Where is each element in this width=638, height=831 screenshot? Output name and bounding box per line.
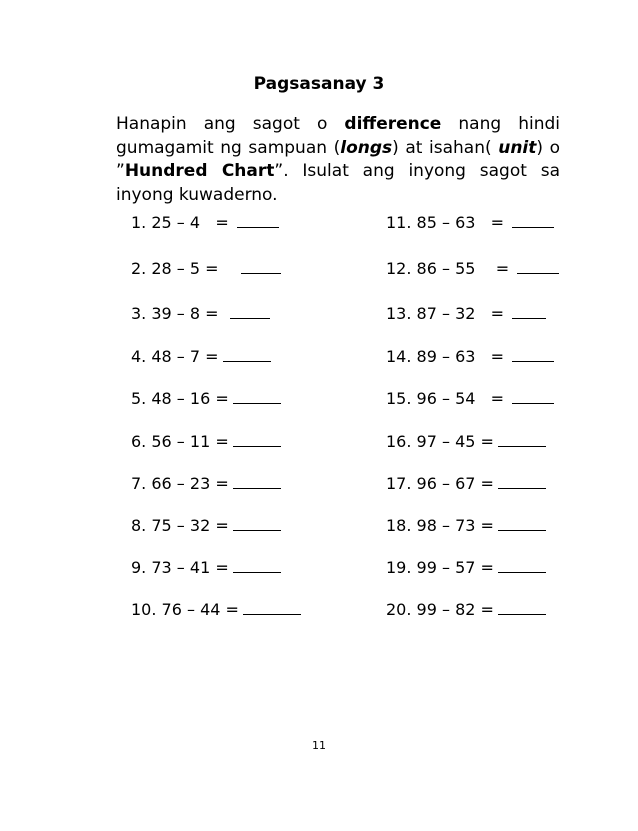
instructions-text-1: Hanapin ang sagot o bbox=[116, 114, 345, 134]
exercise-expression: 9. 73 – 41 = bbox=[131, 558, 229, 577]
answer-blank[interactable] bbox=[233, 475, 281, 489]
exercise-item bbox=[386, 213, 554, 233]
exercise-item bbox=[386, 259, 559, 279]
answer-blank[interactable] bbox=[498, 517, 546, 531]
answer-blank[interactable] bbox=[512, 305, 546, 319]
instructions-text-3: ) at isahan( bbox=[392, 137, 499, 158]
answer-blank[interactable] bbox=[243, 601, 301, 615]
answer-blank[interactable] bbox=[517, 260, 559, 274]
exercise-expression: 5. 48 – 16 = bbox=[131, 389, 229, 408]
answer-blank[interactable] bbox=[498, 433, 546, 447]
exercise-item bbox=[386, 432, 546, 452]
page-number: 11 bbox=[312, 739, 326, 752]
answer-blank[interactable] bbox=[498, 475, 546, 489]
instructions-text-4: ) o ” bbox=[116, 137, 561, 181]
exercise-item bbox=[386, 474, 546, 494]
exercise-item bbox=[386, 347, 554, 367]
exercise-expression: 18. 98 – 73 = bbox=[386, 516, 494, 535]
answer-blank[interactable] bbox=[512, 348, 554, 362]
exercise-item bbox=[131, 600, 301, 620]
exercise-expression: 12. 86 – 55 = bbox=[386, 259, 510, 278]
answer-blank[interactable] bbox=[230, 305, 270, 319]
answer-blank[interactable] bbox=[233, 559, 281, 573]
answer-blank[interactable] bbox=[223, 348, 271, 362]
answer-blank[interactable] bbox=[512, 214, 554, 228]
answer-blank[interactable] bbox=[498, 559, 546, 573]
answer-blank[interactable] bbox=[498, 601, 546, 615]
exercise-expression: 19. 99 – 57 = bbox=[386, 558, 494, 577]
answer-blank[interactable] bbox=[233, 517, 281, 531]
instructions-bold-unit: unit bbox=[498, 137, 537, 158]
exercise-item bbox=[131, 474, 281, 494]
exercise-expression: 10. 76 – 44 = bbox=[131, 600, 239, 619]
answer-blank[interactable] bbox=[237, 214, 279, 228]
instructions-bold-difference: difference bbox=[344, 114, 442, 134]
exercise-item bbox=[131, 213, 279, 233]
answer-blank[interactable] bbox=[512, 390, 554, 404]
exercise-item bbox=[386, 600, 546, 620]
worksheet-title: Pagsasanay 3 bbox=[253, 74, 385, 94]
exercise-expression: 3. 39 – 8 = bbox=[131, 304, 219, 323]
exercise-expression: 4. 48 – 7 = bbox=[131, 347, 219, 366]
answer-blank[interactable] bbox=[241, 260, 281, 274]
exercise-item bbox=[386, 558, 546, 578]
exercise-expression: 13. 87 – 32 = bbox=[386, 304, 505, 323]
exercise-expression: 2. 28 – 5 = bbox=[131, 259, 219, 278]
exercise-item bbox=[386, 389, 554, 409]
exercise-item bbox=[386, 516, 546, 536]
exercise-expression: 1. 25 – 4 = bbox=[131, 213, 229, 232]
instructions-text-5: ”. Isulat ang inyong sagot sa inyong kuwaderno. bbox=[116, 161, 560, 205]
exercise-expression: 8. 75 – 32 = bbox=[131, 516, 229, 535]
answer-blank[interactable] bbox=[233, 390, 281, 404]
exercise-item bbox=[131, 259, 281, 279]
instructions-bold-longs: longs bbox=[340, 137, 393, 158]
exercise-expression: 15. 96 – 54 = bbox=[386, 389, 505, 408]
instructions-text-2: nang hindi gumagamit ng sampuan ( bbox=[116, 114, 560, 158]
exercise-item bbox=[386, 304, 546, 324]
exercise-expression: 6. 56 – 11 = bbox=[131, 432, 229, 451]
instructions-bold-hundred-chart: Hundred Chart bbox=[124, 161, 275, 181]
exercise-expression: 7. 66 – 23 = bbox=[131, 474, 229, 493]
exercise-item bbox=[131, 347, 271, 367]
exercise-item bbox=[131, 558, 281, 578]
exercise-expression: 14. 89 – 63 = bbox=[386, 347, 505, 366]
exercise-expression: 16. 97 – 45 = bbox=[386, 432, 494, 451]
exercise-expression: 17. 96 – 67 = bbox=[386, 474, 494, 493]
exercise-item bbox=[131, 304, 270, 324]
exercise-item bbox=[131, 389, 281, 409]
exercise-expression: 20. 99 – 82 = bbox=[386, 600, 494, 619]
answer-blank[interactable] bbox=[233, 433, 281, 447]
exercise-expression: 11. 85 – 63 = bbox=[386, 213, 505, 232]
instructions-paragraph bbox=[116, 113, 560, 207]
exercise-item bbox=[131, 432, 281, 452]
exercise-item bbox=[131, 516, 281, 536]
